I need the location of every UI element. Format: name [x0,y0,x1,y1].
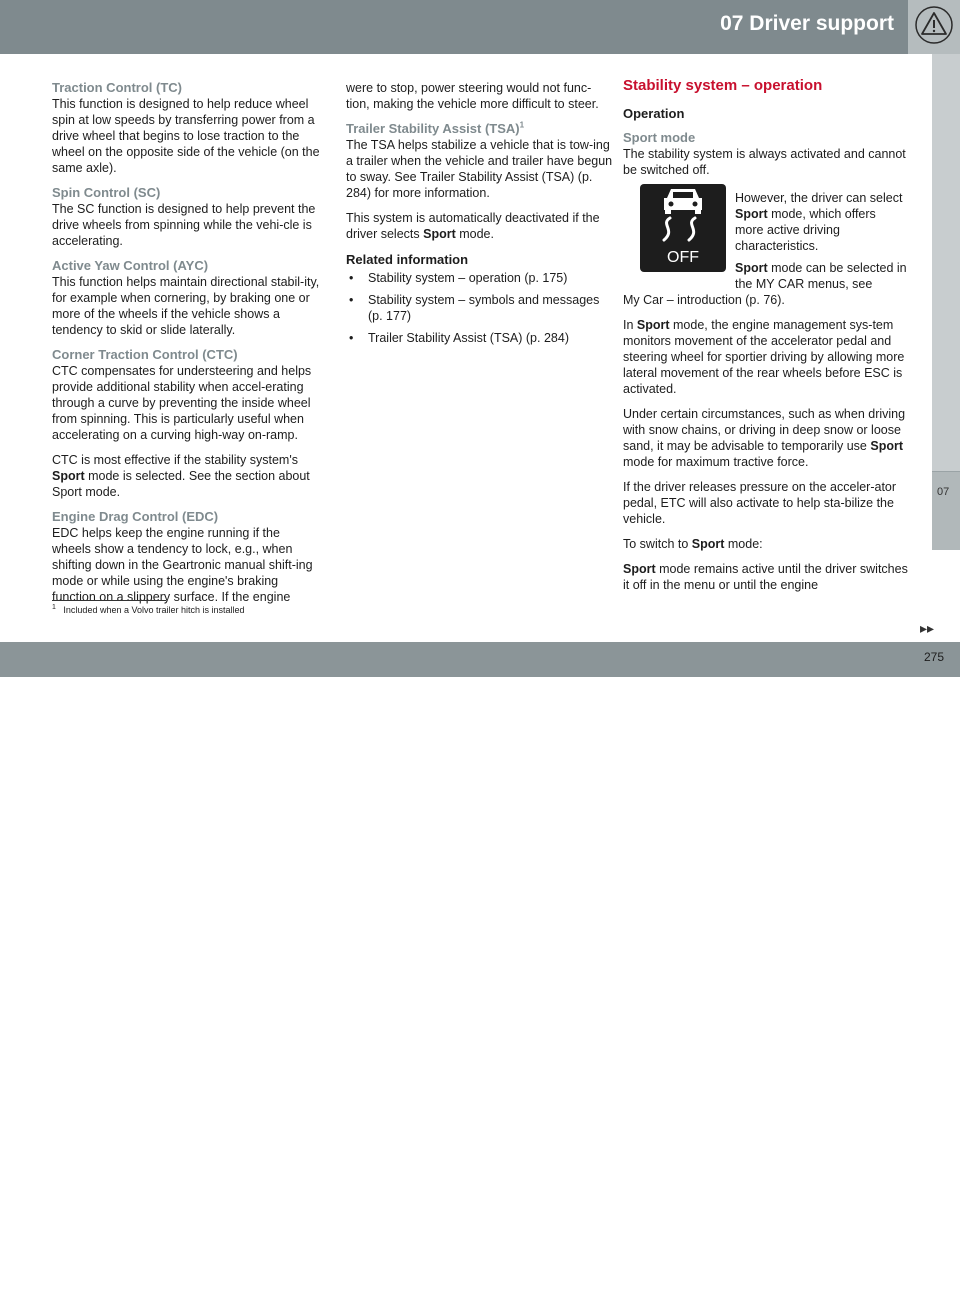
tc-heading: Traction Control (TC) [52,80,182,95]
sport-p3: If the driver releases pressure on the acceler-ator pedal, ETC will also activate to help sta-bilize the vehicle. [623,480,897,526]
page-header [0,0,960,54]
column-2 [346,80,614,352]
sport-mode-heading: Sport mode [623,130,696,145]
column-3 [623,78,908,602]
footnote-divider [52,600,166,601]
continued-body: were to stop, power steering would not func-tion, making the vehicle more difficult to steer. [346,81,599,111]
tc-body: This function is designed to help reduce wheel spin at low speeds by transferring power from a drive wheel that begins to lose traction to the wheel on the opposite side of the vehicle (on the same axle). [52,97,320,175]
page-number: 275 [924,650,945,664]
chapter-title: 07 Driver support [720,12,894,35]
watermark: carmanualsonline.info [600,1285,887,1315]
ctc-body-2: CTC is most effective if the stability system's Sport mode is selected. See the section about Sport mode. [52,453,310,499]
edc-heading: Engine Drag Control (EDC) [52,509,219,524]
section-title: Stability system – operation [623,77,823,94]
sport-mode-body: The stability system is always activated and cannot be switched off. [623,147,906,177]
sport-p4: To switch to Sport mode: [623,537,763,551]
ctc-heading: Corner Traction Control (CTC) [52,347,238,362]
icon-off-label: OFF [667,249,699,266]
skidding-car-icon [640,184,726,248]
next-page-arrow-icon[interactable]: ▸▸ [920,620,935,636]
tsa-heading: Trailer Stability Assist (TSA)$^1$ [346,120,525,136]
related-link[interactable]: • Trailer Stability Assist (TSA) (p. 284) [349,331,569,345]
warning-badge [908,0,960,54]
ayc-heading: Active Yaw Control (AYC) [52,258,209,273]
sport-p5: Sport mode remains active until the driver switches it off in the menu or until the engine [623,562,908,592]
esc-off-icon [640,184,726,272]
related-link[interactable]: • Stability system – symbols and messages (p. 177) [349,293,600,323]
sc-body: The SC function is designed to help prevent the drive wheels from spinning while the vehi-cle is accelerating. [52,202,316,248]
icon-side-text: However, the driver can select Sport mode, which offers more active driving characteristics. Sport mode can be selected in the MY CAR menus, see [735,191,907,291]
sport-p2: Under certain circumstances, such as when driving with snow chains, or driving in deep snow or loose sand, it may be advisable to temporarily use Sport mode for maximum tractive force. [623,407,906,469]
chapter-tab-label: 07 [937,486,950,498]
related-list [346,270,614,346]
ayc-body: This function helps maintain directional stabil-ity, for example when cornering, by braking one or more of the wheels if the vehicle shows a tendency to skid or slide laterally. [52,275,320,337]
ctc-body: CTC compensates for understeering and helps provide additional stability when accel-erating through a curve by preventing the inside wheel from spinning. This is particularly useful when accelerating on a curving high-way on-ramp. [52,364,312,442]
tsa-body: The TSA helps stabilize a vehicle that is tow-ing a trailer when the vehicle and trailer have begun to sway. See Trailer Stability Assist (TSA) (p. 284) for more information. [346,138,613,200]
page-footer [0,642,960,1315]
warning-triangle-icon [914,5,954,45]
tsa-body-2: This system is automatically deactivated if the driver selects Sport mode. [346,211,600,241]
chapter-side-tab-active[interactable] [932,471,960,550]
sport-p1: In Sport mode, the engine management sys-tem monitors movement of the accelerator pedal and steering wheel for sportier driving by allowing more lateral movement of the rear wheels before ESC is activated. [623,318,905,396]
side-text-cont: My Car – introduction (p. 76). [623,293,785,307]
footnote: $^1$ Included when a Volvo trailer hitch is installed [52,604,245,615]
operation-heading: Operation [623,106,685,121]
related-heading: Related information [346,252,469,267]
sc-heading: Spin Control (SC) [52,185,161,200]
related-link[interactable]: • Stability system – operation (p. 175) [349,271,568,285]
column-1 [52,80,322,614]
edc-body: EDC helps keep the engine running if the wheels show a tendency to lock, e.g., when shifting down in the Geartronic manual shift-ing mode or while using the engine's braking function on a slippery surface. If the engine [52,526,313,604]
